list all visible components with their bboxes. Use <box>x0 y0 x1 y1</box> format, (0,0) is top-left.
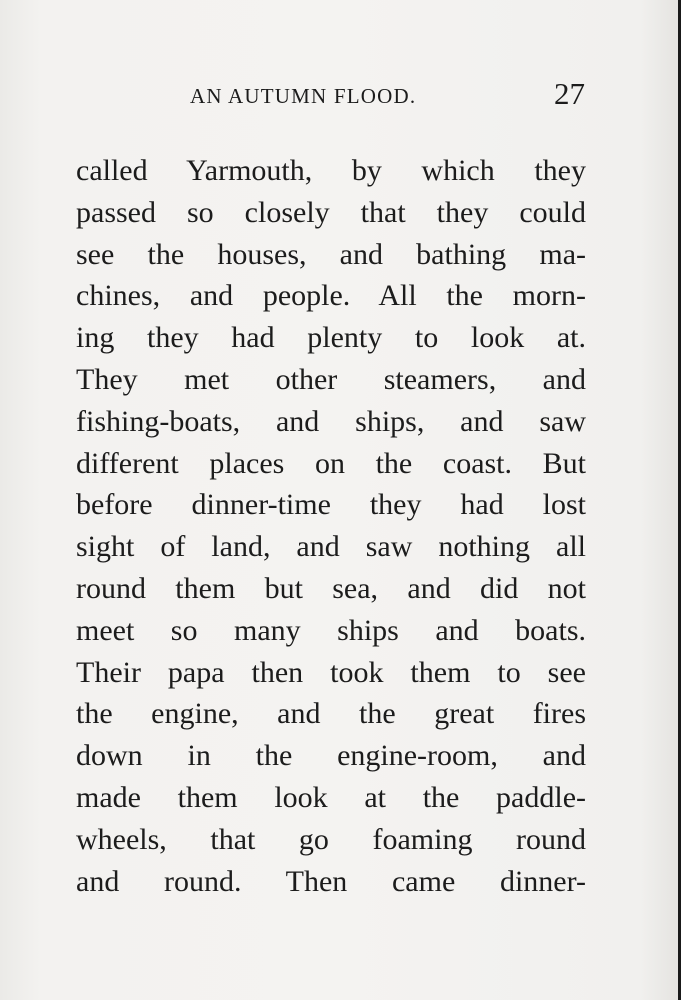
page-number: 27 <box>554 76 585 111</box>
text-line: They met other steamers, and <box>76 362 586 396</box>
text-line: before dinner-time they had lost <box>76 488 586 522</box>
text-line: wheels, that go foaming round <box>76 822 586 856</box>
text-line: meet so many ships and boats. <box>76 613 586 647</box>
page-header <box>190 78 585 118</box>
text-line: sight of land, and saw nothing all <box>76 530 586 564</box>
text-line: the engine, and the great fires <box>76 697 586 731</box>
text-line: and round. Then came dinner- <box>76 864 586 898</box>
body-text <box>76 150 586 902</box>
text-line: passed so closely that they could <box>76 195 586 229</box>
text-line: see the houses, and bathing ma- <box>76 237 586 271</box>
text-line: made them look at the paddle- <box>76 780 586 814</box>
text-line: called Yarmouth, by which they <box>76 154 586 187</box>
text-line: round them but sea, and did not <box>76 571 586 605</box>
text-line: down in the engine-room, and <box>76 739 586 773</box>
text-line: different places on the coast. But <box>76 446 586 480</box>
text-line: Their papa then took them to see <box>76 655 586 689</box>
text-line: fishing-boats, and ships, and saw <box>76 404 586 438</box>
text-line: chines, and people. All the morn- <box>76 279 586 313</box>
text-line: ing they had plenty to look at. <box>76 321 586 355</box>
running-title: AN AUTUMN FLOOD. <box>190 84 417 108</box>
